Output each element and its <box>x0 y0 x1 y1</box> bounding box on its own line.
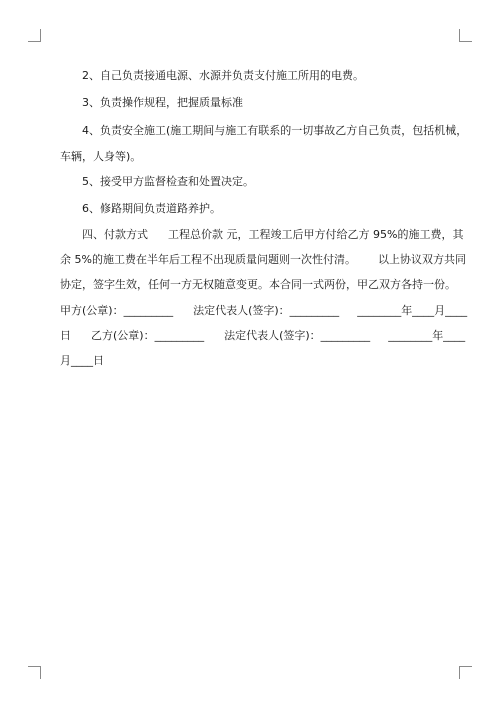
clause-4-line-2: 车辆，人身等)。 <box>60 150 142 163</box>
payment-line-3: 协定，签字生效，任何一方无权随意变更。本合同一式两份，甲乙双方各持一份。 <box>60 278 456 291</box>
party-b-seal: 乙方(公章)：_________ <box>91 329 205 342</box>
signature-row-3: 月____日 <box>60 354 104 367</box>
party-b-date: ________年____ <box>388 329 466 342</box>
crop-mark-bottom-left <box>28 666 41 679</box>
party-b-representative: 法定代表人(签字)：_________ <box>224 329 371 342</box>
clause-5: 5、接受甲方监督检查和处置决定。 <box>82 175 254 188</box>
party-a-seal: 甲方(公章)：_________ <box>60 304 174 317</box>
payment-line-1 <box>82 228 463 242</box>
payment-line-2-text: 余 5%的施工费在半年后工程不出现质量问题则一次性付清。 <box>60 253 356 266</box>
party-a-representative: 法定代表人(签字)：_________ <box>193 304 340 317</box>
clause-3: 3、负责操作规程，把握质量标准 <box>82 96 243 109</box>
crop-mark-bottom-right <box>459 666 472 679</box>
payment-heading: 四、付款方式 <box>82 228 148 241</box>
signature-row-1 <box>60 304 467 318</box>
clause-6: 6、修路期间负责道路养护。 <box>82 202 221 215</box>
clause-4-line-1: 4、负责安全施工(施工期间与施工有联系的一切事故乙方自己负责，包括机械， <box>82 124 468 137</box>
clause-2: 2、自己负责接通电源、水源并负责支付施工所用的电费。 <box>82 69 364 82</box>
crop-mark-top-right <box>459 29 472 42</box>
payment-line-1-text: 工程总价款 元，工程竣工后甲方付给乙方 95%的施工费，其 <box>168 228 464 241</box>
party-a-date-day: 日 <box>60 329 71 342</box>
crop-mark-top-left <box>28 29 41 42</box>
party-a-date: ________年____月____ <box>357 304 468 317</box>
payment-line-2-tail: 以上协议双方共同 <box>377 253 466 266</box>
signature-row-2 <box>60 329 465 343</box>
payment-line-2 <box>60 253 466 267</box>
